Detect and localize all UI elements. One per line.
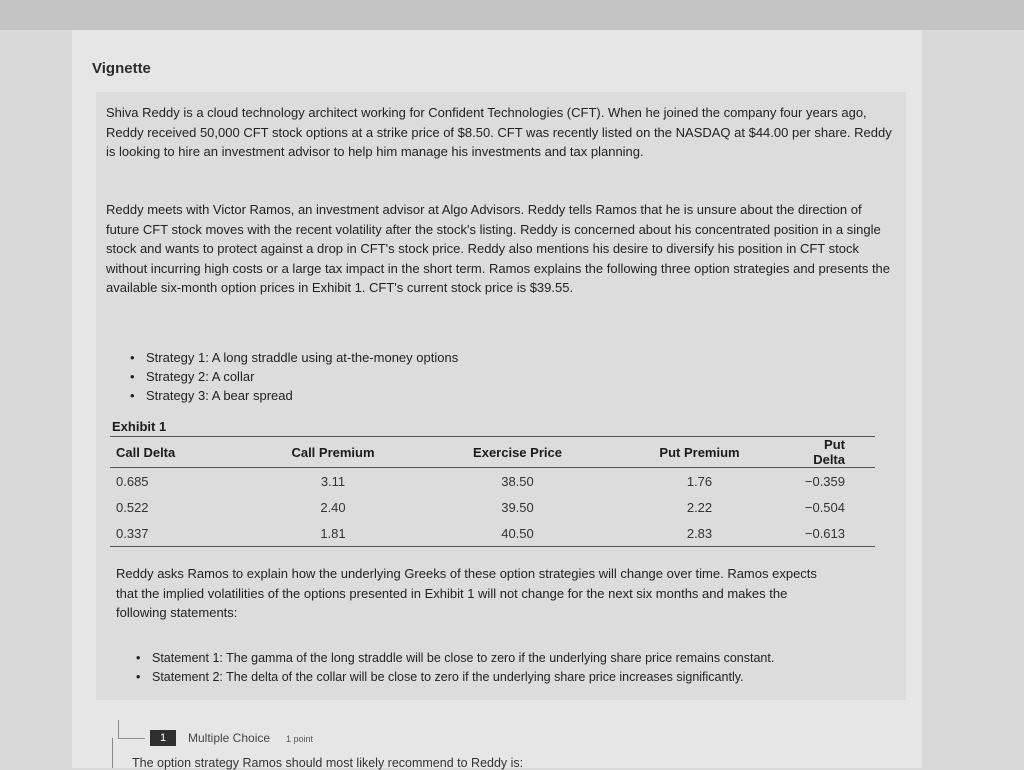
table-header-row [110, 437, 875, 468]
table-cell: 0.685 [116, 473, 149, 489]
vignette-paragraph-1: Shiva Reddy is a cloud technology architect working for Confident Technologies (CFT). When he joined the company four years ago, Reddy received 50,000 CFT stock options at a strike price of $8.50. CFT was recently listed on the NASDAQ at $44.00 per share. Reddy is looking to hire an investment advisor to help him manage his investments and tax planning. [106, 105, 892, 159]
table-row [110, 520, 875, 547]
table-cell: 1.76 [686, 473, 713, 489]
table-cell: 0.337 [110, 520, 242, 547]
statement-item: • Statement 1: The gamma of the long straddle will be close to zero if the underlying share price remains constant. [136, 649, 774, 668]
column-header: Call Premium [242, 437, 424, 468]
column-header: Exercise Price [424, 437, 611, 468]
statement-list [136, 649, 774, 686]
vignette-paragraph-3: Reddy asks Ramos to explain how the underlying Greeks of these option strategies will change over time. Ramos expects that the implied volatilities of the options presented in Exhibit 1 will not change for the next six months and makes the following statements: [116, 566, 817, 620]
table-row [110, 468, 875, 495]
strategy-item: • Strategy 2: A collar [130, 367, 458, 386]
table-cell: 40.50 [424, 520, 611, 547]
question-type-label: Multiple Choice [188, 731, 271, 745]
table-cell: −0.359 [804, 473, 845, 489]
column-header: Put Premium [611, 437, 788, 468]
exhibit-label: Exhibit 1 [112, 419, 167, 434]
strategy-list [130, 348, 458, 405]
table-cell: 3.11 [320, 473, 346, 489]
vignette-paragraph-2: Reddy meets with Victor Ramos, an investment advisor at Algo Advisors. Reddy tells Ramos that he is unsure about the direction of future CFT stock moves with the recent volatility after the stock's listing. Reddy is concerned about his concentrated position in a single stock and wants to protect against a drop in CFT's stock price. Reddy also mentions his desire to diversify his position in CFT stock without incurring high costs or a large tax impact in the short term. Ramos explains the following three option strategies and presents the available six-month option prices in Exhibit 1. CFT's current stock price is $39.55. [106, 202, 891, 295]
table-cell: 2.40 [320, 499, 346, 515]
strategy-item: • Strategy 3: A bear spread [130, 386, 458, 405]
table-row [110, 494, 875, 520]
table-cell: 2.83 [611, 520, 788, 547]
question-connector-line [118, 720, 145, 739]
question-points-label: 1 point [286, 734, 314, 744]
column-header: Call Delta [110, 437, 242, 468]
vignette-title: Vignette [92, 60, 151, 77]
table-cell: −0.613 [788, 520, 875, 547]
exhibit-table [110, 436, 875, 547]
strategy-item: • Strategy 1: A long straddle using at-the-money options [130, 348, 458, 367]
question-text: The option strategy Ramos should most likely recommend to Reddy is: [132, 756, 524, 770]
table-cell: 39.50 [501, 499, 534, 515]
table-cell: 1.81 [242, 520, 424, 547]
top-strip [0, 0, 1024, 30]
table-cell: −0.504 [804, 499, 845, 515]
question-number-badge[interactable]: 1 [150, 730, 176, 746]
statement-item: • Statement 2: The delta of the collar will be close to zero if the underlying share price increases significantly. [136, 668, 774, 687]
table-cell: 2.22 [686, 499, 713, 515]
question-left-rule [112, 738, 113, 768]
table-cell: 0.522 [116, 499, 149, 515]
table-cell: 38.50 [501, 473, 534, 489]
column-header: Put Delta [788, 437, 875, 468]
